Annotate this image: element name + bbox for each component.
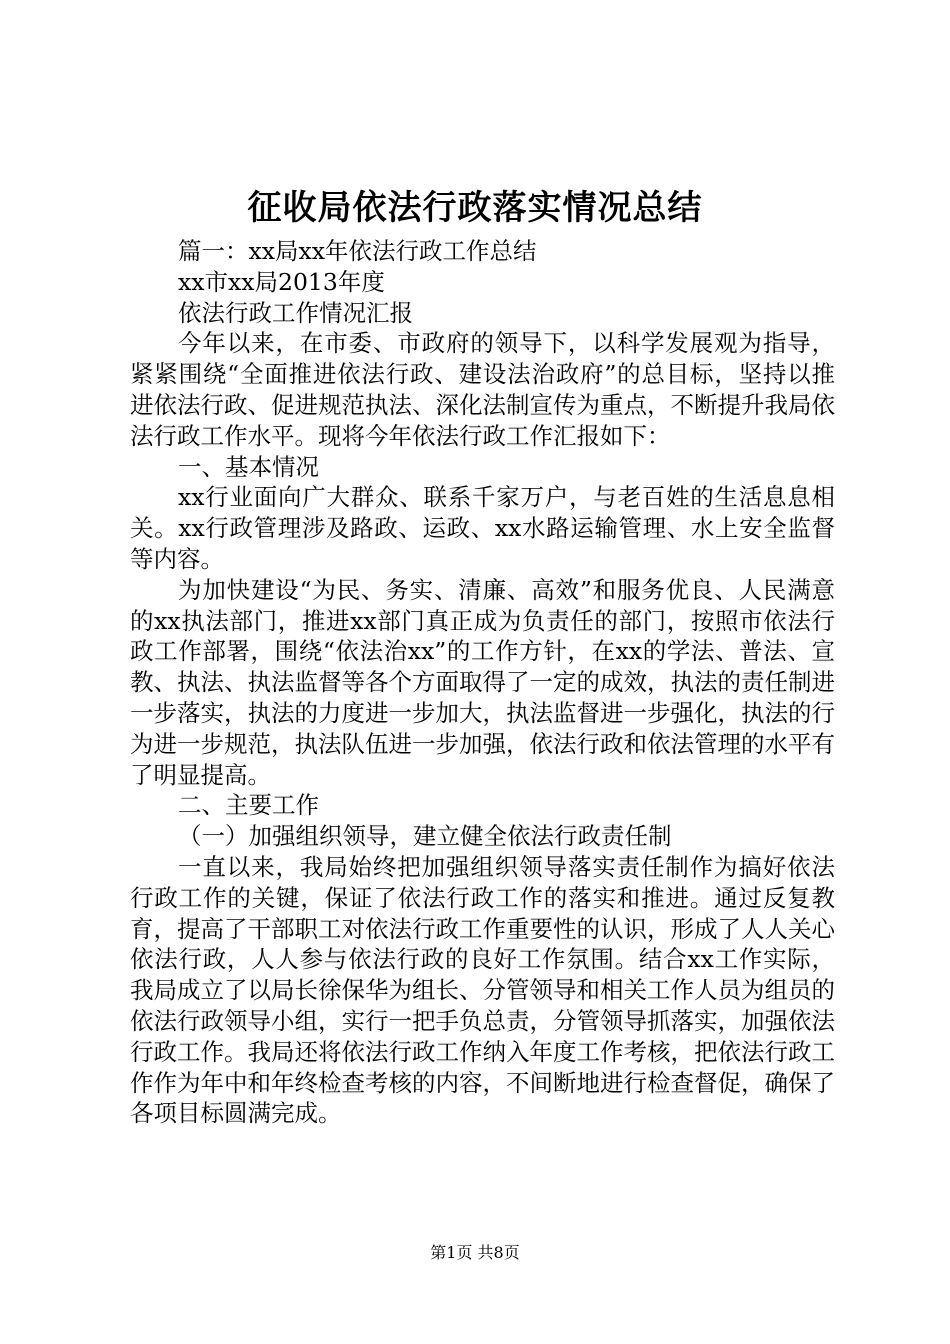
paragraph-heading-part1: 篇一：xx局xx年依法行政工作总结: [178, 237, 537, 265]
document-title: 征收局依法行政落实情况总结: [247, 188, 703, 228]
paragraph-basic-1: xx行业面向广大群众、联系千家万户，与老百姓的生活息息相关。xx行政管理涉及路政、运政、xx水路运输管理、水上安全监督等内容。: [130, 483, 835, 573]
paragraph-report-org: xx市xx局2013年度: [178, 267, 385, 296]
subsection-heading-1: （一）加强组织领导，建立健全依法行政责任制: [178, 822, 672, 851]
paragraph-intro: 今年以来，在市委、市政府的领导下，以科学发展观为指导，紧紧围绕“全面推进依法行政、建设法治政府”的总目标，坚持以推进依法行政、促进规范执法、深化法制宣传为重点，不断提升我局依法行政工作水平。现将今年依法行政工作汇报如下：: [130, 329, 835, 450]
paragraph-basic-2: 为加快建设“为民、务实、清廉、高效”和服务优良、人民满意的xx执法部门，推进xx部门真正成为负责任的部门，按照市依法行政工作部署，围绕“依法治xx”的工作方针，在xx的学法、普法、宣教、执法、执法监督等各个方面取得了一定的成效，执法的责任制进一步落实，执法的力度进一步加大，执法监督进一步强化，执法的行为进一步规范，执法队伍进一步加强，依法行政和依法管理的水平有了明显提高。: [130, 575, 835, 789]
paragraph-main-work-1: 一直以来，我局始终把加强组织领导落实责任制作为搞好依法行政工作的关键，保证了依法行政工作的落实和推进。通过反复教育，提高了干部职工对依法行政工作重要性的认识，形成了人人关心依法行政，人人参与依法行政的良好工作氛围。结合xx工作实际，我局成立了以局长徐保华为组长、分管领导和相关工作人员为组员的依法行政领导小组，实行一把手负总责，分管领导抓落实，加强依法行政工作。我局还将依法行政工作纳入年度工作考核，把依法行政工作作为年中和年终检查考核的内容，不间断地进行检查督促，确保了各项目标圆满完成。: [130, 852, 835, 1128]
page-number-footer: 第1页 共8页: [430, 1243, 520, 1262]
section-heading-basic: 一、基本情况: [178, 452, 319, 481]
document-body: [130, 236, 835, 1129]
paragraph-report-title: 依法行政工作情况汇报: [178, 298, 413, 327]
section-heading-main-work: 二、主要工作: [178, 791, 319, 820]
